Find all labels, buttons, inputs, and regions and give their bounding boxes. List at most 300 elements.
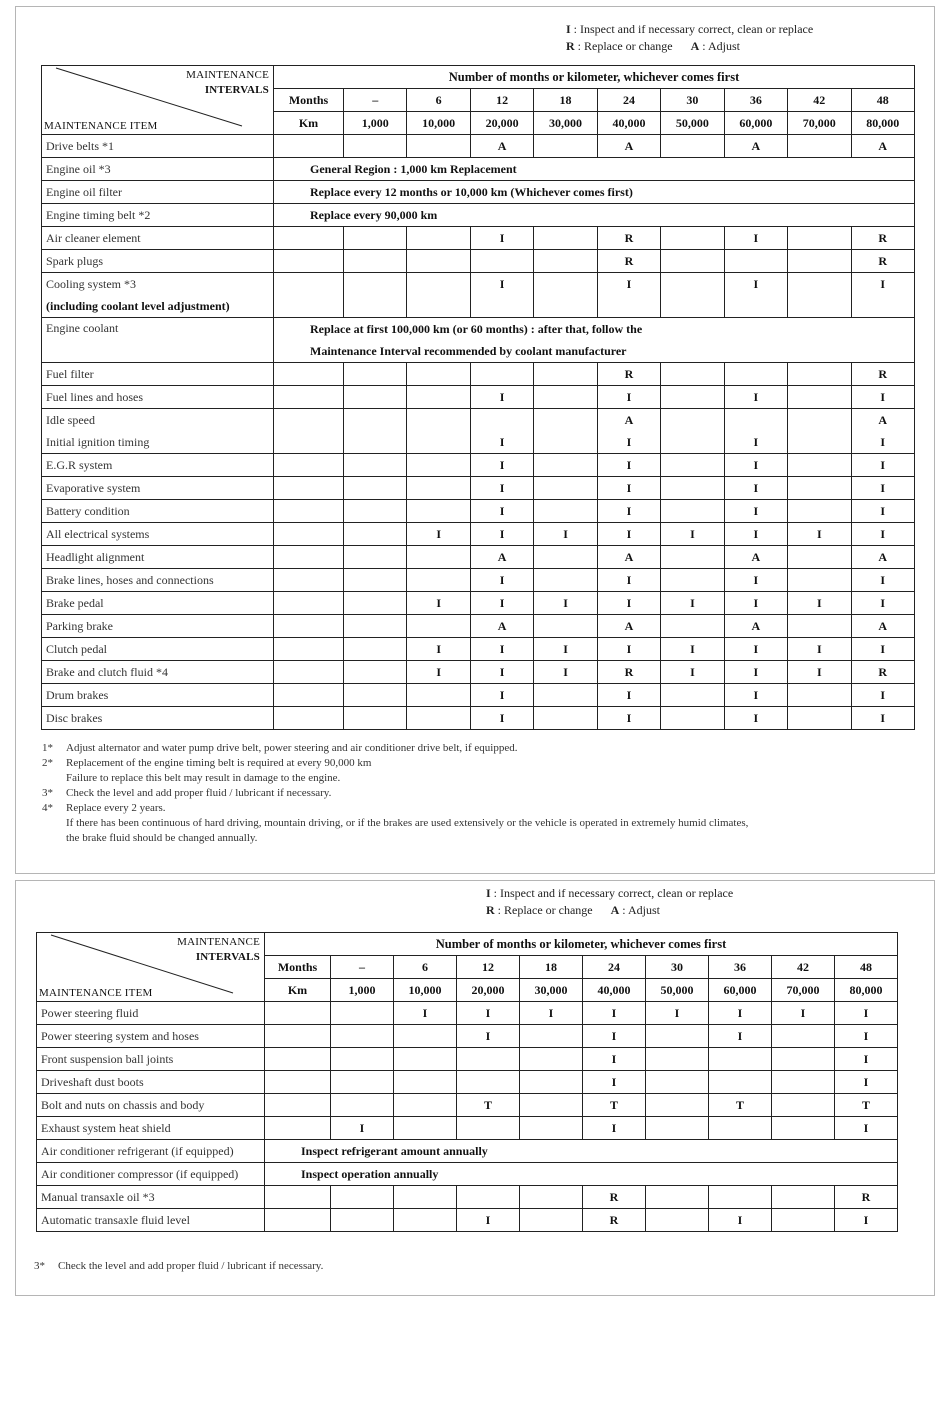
table-row — [42, 661, 915, 684]
interval-cell — [534, 500, 597, 523]
interval-cell: I — [724, 707, 787, 730]
interval-cell — [646, 1048, 709, 1071]
item-label: Brake lines, hoses and connections — [42, 569, 274, 592]
interval-cell — [534, 431, 597, 454]
item-label-line-2: (including coolant level adjustment) — [42, 295, 274, 318]
interval-cell — [344, 454, 407, 477]
unit-cell — [274, 273, 344, 318]
interval-cell: I — [597, 638, 660, 661]
item-label: Clutch pedal — [42, 638, 274, 661]
interval-cell — [394, 1209, 457, 1232]
interval-cell — [646, 1094, 709, 1117]
interval-cell — [709, 1186, 772, 1209]
interval-cell — [646, 1186, 709, 1209]
interval-cell — [470, 363, 533, 386]
interval-cell — [709, 1117, 772, 1140]
item-note: General Region : 1,000 km Replacement — [274, 158, 915, 181]
interval-cell: I — [470, 500, 533, 523]
interval-cell: A — [597, 546, 660, 569]
table-row — [42, 273, 915, 296]
footnote-mark — [42, 816, 66, 831]
interval-cell — [661, 250, 724, 273]
interval-cell — [407, 454, 470, 477]
interval-cell — [661, 477, 724, 500]
interval-cell: I — [597, 273, 660, 318]
interval-cell — [646, 1117, 709, 1140]
interval-cell — [772, 1209, 835, 1232]
interval-cell — [661, 227, 724, 250]
item-label: Spark plugs — [42, 250, 274, 273]
interval-cell — [344, 615, 407, 638]
interval-cell: I — [709, 1025, 772, 1048]
footnote-line — [42, 801, 912, 816]
interval-cell — [457, 1117, 520, 1140]
interval-cell — [520, 1071, 583, 1094]
table-row — [37, 1209, 898, 1232]
interval-cell — [344, 273, 407, 318]
interval-cell — [407, 615, 470, 638]
interval-cell: A — [851, 546, 915, 569]
interval-cell: R — [597, 227, 660, 250]
footnote-mark — [42, 831, 66, 846]
interval-cell: I — [597, 707, 660, 730]
interval-cell — [772, 1025, 835, 1048]
item-label: Fuel filter — [42, 363, 274, 386]
header-row-banner — [37, 933, 898, 956]
interval-cell — [788, 386, 851, 409]
interval-cell — [534, 363, 597, 386]
months-cell: 24 — [597, 89, 660, 112]
interval-cell — [661, 546, 724, 569]
interval-cell — [534, 386, 597, 409]
km-cell: 70,000 — [788, 112, 851, 135]
interval-cell: I — [583, 1048, 646, 1071]
km-cell: 60,000 — [709, 979, 772, 1002]
interval-cell — [407, 707, 470, 730]
item-label: Air cleaner element — [42, 227, 274, 250]
interval-cell — [661, 409, 724, 432]
interval-cell — [520, 1025, 583, 1048]
interval-cell — [344, 386, 407, 409]
interval-cell: I — [470, 638, 533, 661]
table-row — [37, 1140, 898, 1163]
interval-cell — [407, 500, 470, 523]
interval-cell: I — [534, 523, 597, 546]
interval-cell: I — [661, 638, 724, 661]
item-label: Air conditioner compressor (if equipped) — [37, 1163, 265, 1186]
footnote-line — [42, 816, 912, 831]
item-label: Bolt and nuts on chassis and body — [37, 1094, 265, 1117]
interval-cell: I — [583, 1002, 646, 1025]
footnote-line — [42, 786, 912, 801]
interval-cell: R — [583, 1186, 646, 1209]
table-row — [37, 1163, 898, 1186]
km-cell: 40,000 — [583, 979, 646, 1002]
interval-cell: I — [407, 523, 470, 546]
item-label: Disc brakes — [42, 707, 274, 730]
interval-cell: I — [851, 431, 915, 454]
table-row — [42, 386, 915, 409]
item-note: Replace every 12 months or 10,000 km (Whichever comes first) — [274, 181, 915, 204]
interval-cell: R — [851, 250, 915, 273]
interval-cell: I — [534, 592, 597, 615]
unit-cell — [265, 1002, 331, 1025]
interval-cell: I — [470, 569, 533, 592]
interval-cell — [331, 1002, 394, 1025]
footnote-mark: 1* — [42, 742, 53, 754]
footnotes-2 — [34, 1259, 894, 1274]
interval-cell — [407, 386, 470, 409]
interval-cell — [407, 684, 470, 707]
legend-text-replace: : Replace or change — [574, 39, 673, 53]
km-cell: 70,000 — [772, 979, 835, 1002]
footnote-mark: 2* — [42, 757, 53, 769]
interval-cell — [772, 1186, 835, 1209]
interval-cell: I — [724, 684, 787, 707]
interval-cell — [788, 409, 851, 432]
interval-cell — [344, 684, 407, 707]
months-cell: 24 — [583, 956, 646, 979]
legend-text-adjust: : Adjust — [619, 903, 660, 917]
footnote-text: Check the level and add proper fluid / lubricant if necessary. — [66, 787, 332, 799]
header-banner: Number of months or kilometer, whichever comes first — [274, 66, 915, 89]
km-cell: 30,000 — [534, 112, 597, 135]
interval-cell: I — [835, 1117, 898, 1140]
unit-cell — [274, 227, 344, 250]
interval-cell — [788, 500, 851, 523]
km-cell: 30,000 — [520, 979, 583, 1002]
interval-cell — [788, 250, 851, 273]
months-cell: 48 — [835, 956, 898, 979]
interval-cell — [520, 1186, 583, 1209]
table-row — [42, 431, 915, 454]
item-label: E.G.R system — [42, 454, 274, 477]
interval-cell — [520, 1048, 583, 1071]
table-row — [37, 1071, 898, 1094]
interval-cell — [534, 454, 597, 477]
interval-cell — [457, 1186, 520, 1209]
interval-cell — [470, 250, 533, 273]
table-row — [42, 454, 915, 477]
interval-cell: I — [597, 477, 660, 500]
interval-cell — [331, 1071, 394, 1094]
interval-cell: I — [661, 661, 724, 684]
interval-cell: I — [597, 684, 660, 707]
months-cell: 30 — [646, 956, 709, 979]
legend-2 — [486, 885, 733, 919]
interval-cell: I — [534, 638, 597, 661]
interval-cell: I — [407, 661, 470, 684]
interval-cell: I — [470, 227, 533, 250]
legend-key-inspect: I — [566, 22, 571, 36]
interval-cell: I — [457, 1002, 520, 1025]
months-label: Months — [274, 89, 344, 112]
footnote-line — [42, 741, 912, 756]
interval-cell — [661, 707, 724, 730]
interval-cell: I — [709, 1209, 772, 1232]
legend-text-adjust: : Adjust — [699, 39, 740, 53]
footnote-line — [42, 756, 912, 771]
table-row — [42, 318, 915, 341]
interval-cell — [344, 661, 407, 684]
interval-cell: I — [851, 638, 915, 661]
interval-cell: I — [851, 500, 915, 523]
interval-cell: I — [835, 1209, 898, 1232]
unit-cell — [274, 477, 344, 500]
km-cell: 10,000 — [394, 979, 457, 1002]
footnote-text: the brake fluid should be changed annually. — [66, 832, 258, 844]
interval-cell: I — [851, 386, 915, 409]
interval-cell: I — [788, 592, 851, 615]
item-label: Evaporative system — [42, 477, 274, 500]
item-label: All electrical systems — [42, 523, 274, 546]
interval-cell — [661, 454, 724, 477]
item-label: Engine timing belt *2 — [42, 204, 274, 227]
interval-cell — [772, 1071, 835, 1094]
months-cell: 36 — [709, 956, 772, 979]
interval-cell: I — [835, 1025, 898, 1048]
km-label: Km — [265, 979, 331, 1002]
interval-cell: I — [583, 1117, 646, 1140]
interval-cell: A — [851, 615, 915, 638]
interval-cell: I — [851, 273, 915, 318]
interval-cell: R — [597, 661, 660, 684]
interval-cell — [772, 1048, 835, 1071]
months-cell: 36 — [724, 89, 787, 112]
unit-cell — [274, 592, 344, 615]
table-row — [42, 363, 915, 386]
interval-cell: A — [724, 615, 787, 638]
unit-cell — [274, 386, 344, 409]
interval-cell — [344, 546, 407, 569]
interval-cell — [394, 1186, 457, 1209]
interval-cell: I — [724, 569, 787, 592]
interval-cell: R — [851, 363, 915, 386]
interval-cell: I — [788, 638, 851, 661]
item-label: Engine oil filter — [42, 181, 274, 204]
table-row — [42, 158, 915, 181]
interval-cell — [661, 431, 724, 454]
interval-cell — [788, 227, 851, 250]
km-label: Km — [274, 112, 344, 135]
months-cell: – — [331, 956, 394, 979]
table-row — [42, 546, 915, 569]
maintenance-table-2 — [36, 932, 898, 1232]
interval-cell: I — [597, 386, 660, 409]
item-label-line-2: Initial ignition timing — [42, 431, 274, 454]
interval-cell — [788, 615, 851, 638]
corner-label-intervals: MAINTENANCE INTERVALS — [186, 69, 269, 96]
item-note: Replace every 90,000 km — [274, 204, 915, 227]
interval-cell: I — [470, 684, 533, 707]
interval-cell — [724, 250, 787, 273]
interval-cell — [407, 431, 470, 454]
header-row-banner — [42, 66, 915, 89]
km-cell: 60,000 — [724, 112, 787, 135]
table-row — [42, 523, 915, 546]
item-label: Engine oil *3 — [42, 158, 274, 181]
footnote-mark: 4* — [42, 802, 53, 814]
interval-cell — [394, 1071, 457, 1094]
interval-cell — [407, 273, 470, 318]
legend-key-replace: R — [486, 903, 495, 917]
interval-cell — [394, 1094, 457, 1117]
interval-cell — [344, 250, 407, 273]
interval-cell — [661, 363, 724, 386]
interval-cell: I — [583, 1025, 646, 1048]
header-corner — [37, 933, 265, 1002]
interval-cell: I — [709, 1002, 772, 1025]
interval-cell — [534, 684, 597, 707]
interval-cell: I — [583, 1071, 646, 1094]
interval-cell: I — [724, 661, 787, 684]
interval-cell — [534, 250, 597, 273]
interval-cell: I — [724, 273, 787, 318]
interval-cell: I — [788, 661, 851, 684]
item-label: Headlight alignment — [42, 546, 274, 569]
interval-cell — [788, 569, 851, 592]
interval-cell — [534, 546, 597, 569]
footnote-text: Replace every 2 years. — [66, 802, 166, 814]
table-row — [42, 638, 915, 661]
interval-cell: I — [597, 500, 660, 523]
interval-cell: I — [597, 523, 660, 546]
interval-cell — [788, 477, 851, 500]
interval-cell: I — [597, 431, 660, 454]
footnote-line — [42, 831, 912, 846]
interval-cell — [661, 615, 724, 638]
interval-cell — [534, 135, 597, 158]
interval-cell: R — [851, 661, 915, 684]
interval-cell: I — [724, 454, 787, 477]
months-cell: 42 — [772, 956, 835, 979]
interval-cell: I — [470, 273, 533, 318]
interval-cell — [470, 409, 533, 432]
table-row — [42, 707, 915, 730]
interval-cell: A — [724, 546, 787, 569]
interval-cell: I — [851, 684, 915, 707]
interval-cell — [407, 477, 470, 500]
item-note: Inspect operation annually — [265, 1163, 898, 1186]
interval-cell — [788, 546, 851, 569]
months-cell: 6 — [407, 89, 470, 112]
interval-cell: I — [724, 477, 787, 500]
unit-cell — [274, 363, 344, 386]
months-cell: 18 — [520, 956, 583, 979]
item-label: Engine coolant — [42, 318, 274, 363]
unit-cell — [265, 1071, 331, 1094]
interval-cell — [788, 363, 851, 386]
interval-cell: A — [470, 546, 533, 569]
interval-cell: I — [724, 523, 787, 546]
interval-cell — [331, 1186, 394, 1209]
interval-cell — [331, 1025, 394, 1048]
interval-cell — [534, 569, 597, 592]
legend-key-adjust: A — [610, 903, 620, 917]
interval-cell — [661, 569, 724, 592]
corner-label-item: MAINTENANCE ITEM — [39, 987, 153, 999]
interval-cell: A — [851, 135, 915, 158]
months-cell: 18 — [534, 89, 597, 112]
interval-cell — [661, 273, 724, 318]
interval-cell — [534, 477, 597, 500]
interval-cell — [407, 363, 470, 386]
interval-cell — [407, 135, 470, 158]
interval-cell — [788, 273, 851, 318]
interval-cell: I — [597, 454, 660, 477]
interval-cell: I — [470, 523, 533, 546]
maintenance-table-1 — [41, 65, 915, 730]
interval-cell: I — [597, 592, 660, 615]
unit-cell — [274, 409, 344, 432]
interval-cell: I — [772, 1002, 835, 1025]
interval-cell — [788, 684, 851, 707]
footnotes-1 — [42, 741, 912, 846]
interval-cell: I — [661, 523, 724, 546]
interval-cell: A — [851, 409, 915, 432]
months-label: Months — [265, 956, 331, 979]
km-cell: 20,000 — [470, 112, 533, 135]
interval-cell: I — [724, 638, 787, 661]
interval-cell: I — [851, 569, 915, 592]
interval-cell: A — [597, 135, 660, 158]
item-note: Replace at first 100,000 km (or 60 months) : after that, follow the — [274, 318, 915, 341]
interval-cell — [534, 615, 597, 638]
footnote-mark: 3* — [34, 1260, 45, 1272]
table-row — [42, 500, 915, 523]
interval-cell: I — [331, 1117, 394, 1140]
interval-cell: A — [470, 135, 533, 158]
interval-cell — [534, 227, 597, 250]
item-label: Brake pedal — [42, 592, 274, 615]
table-row — [42, 477, 915, 500]
interval-cell: I — [724, 386, 787, 409]
item-label: Air conditioner refrigerant (if equipped) — [37, 1140, 265, 1163]
footnote-mark — [42, 771, 66, 786]
interval-cell — [407, 546, 470, 569]
interval-cell — [646, 1071, 709, 1094]
km-cell: 40,000 — [597, 112, 660, 135]
unit-cell — [265, 1025, 331, 1048]
item-label: Battery condition — [42, 500, 274, 523]
unit-cell — [274, 638, 344, 661]
interval-cell: I — [724, 500, 787, 523]
interval-cell: I — [724, 592, 787, 615]
unit-cell — [274, 569, 344, 592]
item-label: Power steering fluid — [37, 1002, 265, 1025]
interval-cell — [772, 1117, 835, 1140]
table-row — [42, 181, 915, 204]
unit-cell — [274, 135, 344, 158]
interval-cell — [788, 431, 851, 454]
interval-cell: I — [470, 661, 533, 684]
item-label: Exhaust system heat shield — [37, 1117, 265, 1140]
legend-text-replace: : Replace or change — [494, 903, 593, 917]
interval-cell: R — [583, 1209, 646, 1232]
interval-cell — [407, 569, 470, 592]
header-corner — [42, 66, 274, 135]
interval-cell: I — [534, 661, 597, 684]
interval-cell: I — [851, 477, 915, 500]
interval-cell — [709, 1048, 772, 1071]
interval-cell: I — [724, 227, 787, 250]
interval-cell — [344, 569, 407, 592]
interval-cell — [407, 250, 470, 273]
table-row — [42, 615, 915, 638]
legend-text-inspect: : Inspect and if necessary correct, clean or replace — [490, 886, 734, 900]
interval-cell: I — [724, 431, 787, 454]
months-cell: 30 — [661, 89, 724, 112]
